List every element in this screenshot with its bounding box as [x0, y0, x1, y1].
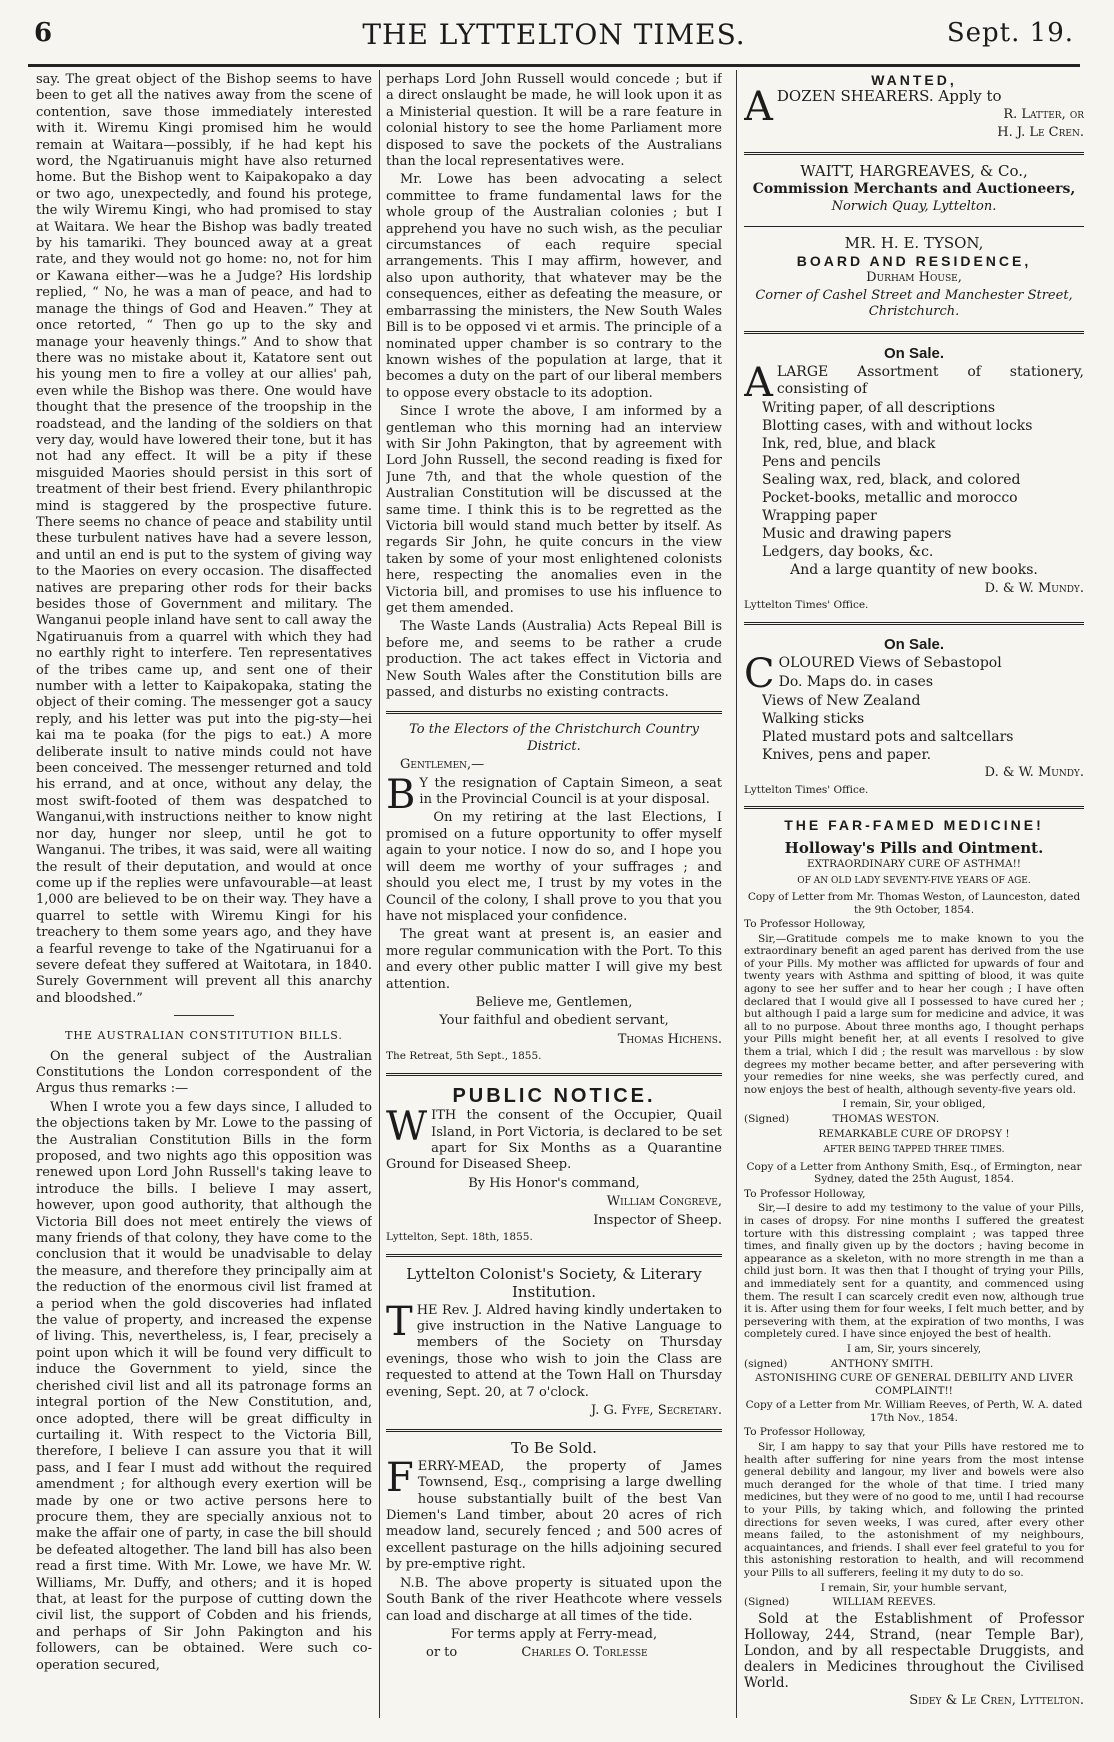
closing: Believe me, Gentlemen, — [475, 994, 633, 1010]
list-item: Writing paper, of all descriptions — [762, 400, 996, 417]
on-sale-heading: On Sale. — [883, 344, 945, 362]
column-1 — [36, 72, 372, 1722]
list-item: Ledgers, day books, &c. — [762, 544, 934, 561]
drop-cap: B — [386, 771, 416, 818]
wanted-ad — [744, 72, 1084, 142]
issue-date: Sept. 19. — [946, 18, 1074, 48]
letter-addressee: To Professor Holloway, — [744, 1187, 866, 1200]
list-item: Pocket-books, metallic and morocco — [762, 490, 1018, 507]
letter-source: Copy of a Letter from Anthony Smith, Esq., of Ermington, near Sydney, dated the 25th August, 1854. — [746, 1160, 1082, 1186]
list-item: Plated mustard pots and saltcellars — [762, 729, 1014, 746]
signed-label: (Signed) — [744, 1596, 790, 1609]
electors-heading: To the Electors of the Christchurch Country District. — [409, 722, 699, 754]
letter-signature: ANTHONY SMITH. — [830, 1357, 934, 1370]
holloway-ad — [744, 806, 1084, 1709]
article-paragraph: say. The great object of the Bishop seems to have been to get all the natives away from the scene of contention, save those immediately interested with it. Wiremu Kingi promised him he would remain at Waitara—possibly, if he had kept his word, the Ngatiruanuis might have also returned home. But the Bishop went to Kaipakopako a day or two ago, unexpectedly, and found his protege, the wily Wiremu Kingi, who had promised to stay at Waitara. We hear the Bishop was badly treated by his tamariki. They bounced away at a great rate, and they would not go home: no, not for him or Kawana either—was he a Judge? His lordship replied, “ No, he was a man of peace, and had to manage the things of God and Heaven.” They at once retorted, “ Then go up to the sky and manage your heavenly things.” And to show that there was no mistake about it, Katatore sent out his young men to fire a volley at our allies' pah, even while the Bishop was there. One would have thought that the presence of the troopship in the roadstead, and the landing of the soldiers on that very day, would have lowered their tone, but it has not had any effect. It will be a pity if these misguided Maories should persist in this sort of treatment of their best friend. Every philanthropic mind is staggered by the prospective future. There seems no chance of peace and stability until these turbulent natives have had a severe lesson, and until an end is put to the system of giving way to the Maories on every occasion. The disaffected natives are preparing other rods for their backs besides those of Government and military. The Wanganui people inland have sent to call away the Ngatiruanuis from a quarrel with which they had no earthly right to interfere. Ten representatives of the tribes came up, and sent one of their number with a letter to Kaipakopaka, stating the object of their coming. The messenger got a saucy reply, and his letter was put into the pig-sty—hei kai ma te poaka (for the pigs to eat.) A more deliberate insult to native minds could not have been conceived. The messenger returned and told his errand, and at once, without any delay, the most swift-footed of them was despatched to Wanganui,with instructions neither to know night nor day, hunger nor sleep, until he got to Wanganui. The tribes, it was said, were all waiting the result of their deputation, and would at once come up if the replies were unfavourable—at least 1,000 are believed to be on their way. They have a quarrel to settle with Wiremu Kingi for his treachery to them some years ago, and they have a fearful revenge to take of the Ngatiruanui for a severe defeat they suffered at Waitotara, in 1840. Surely Government will prevent all this anarchy and bloodshed.” — [36, 72, 372, 1006]
cure-heading: REMARKABLE CURE OF DROPSY ! — [818, 1127, 1010, 1140]
to-be-sold-notice — [386, 1429, 722, 1661]
signature: Sidey & Le Cren, Lyttelton. — [909, 1692, 1084, 1708]
signature: Charles O. Torlesse — [521, 1645, 648, 1661]
letter-signature: THOMAS WESTON. — [832, 1113, 940, 1125]
newspaper-title: THE LYTTELTON TIMES. — [362, 18, 746, 51]
signed-label: (signed) — [744, 1357, 788, 1370]
section-divider — [174, 1015, 234, 1016]
society-notice — [386, 1254, 722, 1420]
holloway-banner: THE FAR-FAMED MEDICINE! — [784, 817, 1044, 834]
to-be-sold-heading: To Be Sold. — [511, 1439, 597, 1458]
firm-name: WAITT, HARGREAVES, & Co., — [800, 161, 1028, 180]
letter-close: I remain, Sir, your humble servant, — [820, 1581, 1008, 1594]
wanted-contact: H. J. Le Cren. — [997, 125, 1084, 141]
signed-label: (Signed) — [744, 1113, 790, 1125]
office-line: Lyttelton Times' Office. — [744, 783, 869, 796]
list-item: Knives, pens and paper. — [762, 747, 932, 764]
sold-note: N.B. The above property is situated upon the South Bank of the river Heathcote where vessels can load and discharge at all times of the tide. — [386, 1575, 722, 1624]
tyson-name: MR. H. E. TYSON, — [844, 233, 984, 252]
list-item: Ink, red, blue, and black — [762, 436, 936, 453]
electors-text: Y the resignation of Captain Simeon, a seat in the Provincial Council is at your disposal. — [419, 775, 722, 808]
drop-cap: C — [744, 651, 775, 698]
signature: D. & W. Mundy. — [984, 580, 1084, 596]
tyson-service: BOARD AND RESIDENCE, — [796, 253, 1032, 270]
signature: D. & W. Mundy. — [984, 765, 1084, 781]
on-sale-heading: On Sale. — [883, 635, 945, 653]
wanted-heading: WANTED, — [871, 72, 957, 88]
society-heading: Lyttelton Colonist's Society, & Literary Institution. — [406, 1264, 702, 1301]
letter-body: Sir,—Gratitude compels me to make known to you the extraordinary benefit an aged parent has derived from the use of your Pills. My mother was afflicted for upwards of four and twenty years with Asthma and spitting of blood, it was quite agony to see her suffer and to hear her cough ; I have often declared that I would give all I possessed to have cured her ; but although I paid a large sum for medicine and advice, it was all to no purpose. About three months ago, I thought perhaps your Pills might benefit her, at all events I resolved to give them a trial, which I did ; the result was marvellous : by slow degrees my mother became better, and after persevering with your remedies for nine weeks, she was perfectly cured, and now enjoys the best of health, although seventy-five years old. — [744, 932, 1084, 1096]
letter-addressee: To Professor Holloway, — [744, 918, 866, 931]
notice-text: ITH the consent of the Occupier, Quail Island, in Port Victoria, is declared to be set apart for Six Months as a Quarantine Ground for Diseased Sheep. — [386, 1108, 722, 1173]
signature: William Congreve, — [606, 1194, 722, 1210]
notice-command: By His Honor's command, — [468, 1175, 640, 1191]
masthead-rule — [28, 64, 1080, 67]
drop-cap: T — [386, 1298, 413, 1345]
views-line: Do. Maps do. in cases — [778, 674, 934, 691]
cure-heading: EXTRAORDINARY CURE OF ASTHMA!! — [806, 857, 1022, 870]
signature: J. G. Fyfe, Secretary. — [591, 1403, 722, 1419]
page-number: 6 — [34, 18, 53, 48]
electors-text: On my retiring at the last Elections, I promised on a future opportunity to offer myself again to your notice. I now do so, and I hope you will deem me worthy of your suffrages ; and should you elect me, I trust by my votes in the Council of the colony, I shall prove to you that you have not misplaced your confidence. — [386, 810, 722, 924]
electors-notice — [386, 711, 722, 1062]
tyson-ad — [744, 226, 1084, 321]
letter-close: I am, Sir, yours sincerely, — [846, 1342, 982, 1355]
signature: Thomas Hichens. — [617, 1031, 722, 1047]
firm-address: Norwich Quay, Lyttelton. — [831, 199, 997, 215]
public-notice-heading: PUBLIC NOTICE. — [452, 1084, 656, 1107]
letter-source: Copy of a Letter from Mr. William Reeves, of Perth, W. A. dated 17th Nov., 1854. — [745, 1399, 1083, 1424]
masthead — [28, 14, 1080, 58]
article-paragraph: When I wrote you a few days since, I alluded to the objections taken by Mr. Lowe to the passing of the Australian Constitution Bills in the form proposed, and two nights ago this opposition was renewed upon Lord John Russell's taking leave to introduce the bills. I believe I may assert, however, upon good authority, that although the Victoria Bill does not meet entirely the views of many friends of that colony, they have come to the conclusion that it would be unadvisable to delay the measure, and therefore they principally aim at the reduction of the enormous civil list framed at a period when the gold discoveries had inflated the value of property, and increased the expense of living. This, nevertheless, is, I fear, precisely a point upon which it will be found very difficult to induce the Government to yield, since the cherished civil list and all its patronage forms an integral portion of the New Constitution, and, once adopted, there will be great difficulty in curtailing it. With respect to the Victoria Bill, therefore, I believe I can assure you that it will pass, and I fear I must add without the required amendment ; for although every exertion will be made by one or two active persons here to procure them, they are specially anxious not to make the affair one of party, in case the bill should be defeated altogether. The land bill has also been read a first time. With Mr. Lowe, we have Mr. W. Williams, Mr. Duffy, and others; and it is hoped that, at least for the purpose of cutting down the civil list, the support of Cobden and his friends, and perhaps of Sir John Pakington and his followers, can be obtained. Were such co-operation secured, — [36, 1099, 372, 1673]
list-item: Blotting cases, with and without locks — [762, 418, 1033, 435]
tyson-house: Durham House, — [866, 269, 962, 285]
waitt-ad — [744, 152, 1084, 216]
wanted-contact: R. Latter, or — [1003, 106, 1084, 122]
stationery-closing: And a large quantity of new books. — [790, 562, 1038, 579]
letter-source: Copy of Letter from Mr. Thomas Weston, of Launceston, dated the 9th October, 1854. — [747, 890, 1081, 916]
article-paragraph: On the general subject of the Australian Constitutions the London correspondent of the Argus thus remarks :— — [36, 1048, 372, 1097]
sold-or: or to — [426, 1645, 458, 1661]
stationery-ad — [744, 331, 1084, 612]
dateline: The Retreat, 5th Sept., 1855. — [386, 1050, 542, 1063]
article-paragraph: perhaps Lord John Russell would concede ; but if a direct onslaught be made, he will look upon it as a Ministerial question. It will be a rare feature in colonial history to see the home Parliament more disposed to save the pockets of the Australians than the local representatives were. — [386, 72, 722, 170]
column-2 — [386, 72, 722, 1722]
dateline: Lyttelton, Sept. 18th, 1855. — [386, 1231, 533, 1243]
article-paragraph: The Waste Lands (Australia) Acts Repeal Bill is before me, and seems to be rather a crude production. The act takes effect in Victoria and New South Wales after the Constitution bills are passed, and disturbs no existing contracts. — [386, 619, 722, 701]
sold-at: Sold at the Establishment of Professor Holloway, 244, Strand, (near Temple Bar), London, and by all respectable Druggists, and dealers in Medicines throughout the Civilised World. — [744, 1610, 1084, 1691]
drop-cap: A — [744, 84, 773, 131]
firm-business: Commission Merchants and Auctioneers, — [752, 181, 1076, 198]
list-item: Pens and pencils — [762, 454, 881, 471]
signature-title: Inspector of Sheep. — [593, 1212, 722, 1228]
list-item: Walking sticks — [762, 711, 865, 728]
tyson-address: Corner of Cashel Street and Manchester Street, Christchurch. — [755, 288, 1073, 320]
cure-subheading: AFTER BEING TAPPED THREE TIMES. — [823, 1145, 1005, 1156]
wanted-text: DOZEN SHEARERS. Apply to — [776, 87, 1002, 106]
public-notice — [386, 1073, 722, 1244]
drop-cap: A — [744, 360, 773, 407]
sold-terms: For terms apply at Ferry-mead, — [450, 1626, 658, 1642]
article-paragraph: Since I wrote the above, I am informed by a gentleman who this morning had an interview with Sir John Pakington, that by agreement with Lord John Russell, the second reading is fixed for June 7th, and that the whole question of the Australian Constitution will be discussed at the same time. I think this is to be regretted as the Victoria bill would stand much better by itself. As regards Sir John, he quite concurs in the view taken by some of your most enlightened colonists here, respecting the anomalies even in the Victoria bill, and promises to use his influence to get them amended. — [386, 404, 722, 616]
letter-signature: WILLIAM REEVES. — [832, 1596, 936, 1609]
column-divider — [736, 70, 737, 1718]
stationery-intro: LARGE Assortment of stationery, consisting of — [776, 364, 1084, 398]
list-item: Music and drawing papers — [762, 526, 952, 543]
office-line: Lyttelton Times' Office. — [744, 599, 869, 612]
letter-addressee: To Professor Holloway, — [744, 1426, 866, 1439]
holloway-heading: Holloway's Pills and Ointment. — [784, 838, 1044, 857]
drop-cap: W — [386, 1104, 428, 1151]
letter-close: I remain, Sir, your obliged, — [842, 1098, 986, 1111]
sold-text: ERRY-MEAD, the property of James Townsend, Esq., comprising a large dwelling house substantially built of the best Van Diemen's Land timber, about 20 acres of rich meadow land, securely fenced ; and 500 acres of excellent pasturage on the hills adjoining secured by pre-emptive right. — [386, 1458, 722, 1573]
column-3 — [744, 72, 1084, 1722]
list-item: Views of New Zealand — [762, 693, 921, 710]
electors-text: The great want at present is, an easier and more regular communication with the Port. To this and every other public matter I will give my best attention. — [386, 927, 722, 992]
cure-heading: ASTONISHING CURE OF GENERAL DEBILITY AND LIVER COMPLAINT!! — [755, 1372, 1073, 1397]
letter-body: Sir,—I desire to add my testimony to the value of your Pills, in cases of dropsy. For nine months I suffered the greatest torture with this distressing complaint ; was tapped three times, and finally given up by the doctors ; having become in appearance as a skeleton, with no more strength in me than a child just born. It was then that I thought of trying your Pills, and immediately sent for a quantity, and commenced using them. The result I can scarcely credit even now, although true it is. After using them for four weeks, I felt much better, and by persevering with them, at the expiration of two months, I was completely cured. I have since enjoyed the best of health. — [744, 1202, 1084, 1341]
article-paragraph: Mr. Lowe has been advocating a select committee to frame fundamental laws for the whole group of the Australian colonies ; but I apprehend you have no such wish, as the peculiar circumstances of each require special arrangements. This I may affirm, however, and also upon authority, that whatever may be the consequences, either as defeating the measure, or embarrassing the ministers, the New South Wales Bill is to be opposed vi et armis. The principle of a nominated upper chamber is so contrary to the known wishes of the population at large, that it becomes a duty on the part of our liberal members to oppose every obstacle to its adoption. — [386, 172, 722, 401]
salutation: Gentlemen,— — [400, 757, 485, 773]
closing: Your faithful and obedient servant, — [439, 1013, 669, 1029]
column-divider — [379, 70, 380, 1718]
views-ad — [744, 622, 1084, 796]
section-heading: THE AUSTRALIAN CONSTITUTION BILLS. — [65, 1029, 343, 1043]
views-line: OLOURED Views of Sebastopol — [778, 655, 1002, 672]
drop-cap: F — [386, 1454, 414, 1501]
society-text: HE Rev. J. Aldred having kindly undertaken to give instruction in the Native Language to members of the Society on Thursday evenings, those who wish to join the Class are requested to attend at the Town Hall on Thursday evening, Sept. 20, at 7 o'clock. — [386, 1302, 722, 1400]
cure-subheading: OF AN OLD LADY SEVENTY-FIVE YEARS OF AGE. — [797, 875, 1031, 886]
letter-body: Sir, I am happy to say that your Pills have restored me to health after suffering for nine years from the most intense general debility and langour, my liver and bowels were also much deranged for the whole of that time. I tried many medicines, but they were of no good to me, until I had recourse to your Pills, by taking which, and following the printed directions for seven weeks, I was cured, after every other means failed, to the astonishment of my neighbours, acquaintances, and friends. I shall ever feel grateful to you for this astonishing restoration to health, and will recommend your Pills to all sufferers, feeling it my duty to do so. — [744, 1441, 1084, 1579]
list-item: Sealing wax, red, black, and colored — [762, 472, 1021, 489]
list-item: Wrapping paper — [762, 508, 877, 525]
